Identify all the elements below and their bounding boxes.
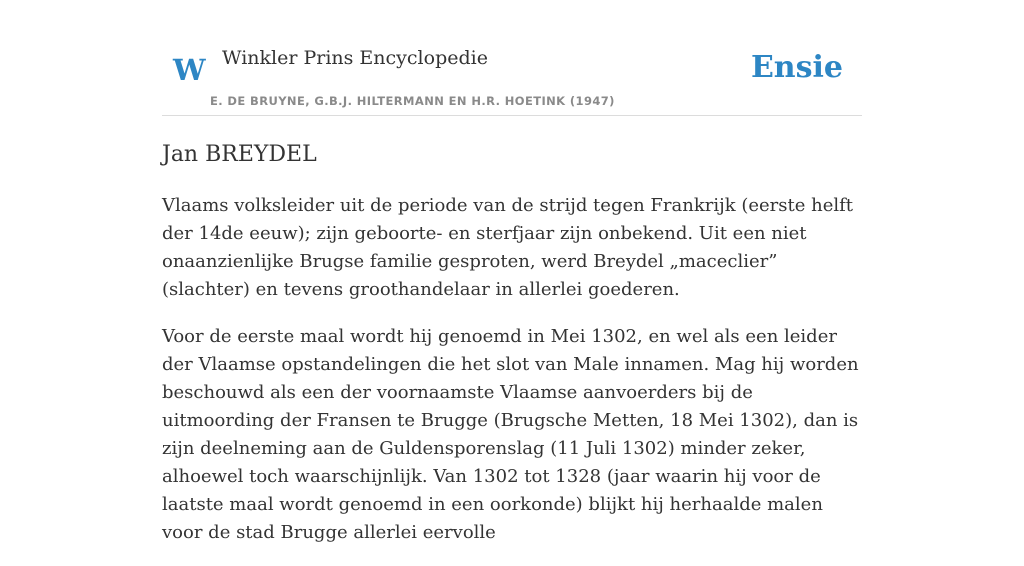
article-title: Jan BREYDEL xyxy=(162,142,317,167)
ensie-logo-link[interactable]: Ensie xyxy=(750,50,843,85)
winkler-prins-logo[interactable]: W xyxy=(173,53,206,87)
article-body xyxy=(162,192,862,566)
authors-line: E. DE BRUYNE, G.B.J. HILTERMANN EN H.R. HOETINK (1947) xyxy=(210,94,615,108)
site-header xyxy=(162,30,862,116)
article-paragraph-1: Vlaams volksleider uit de periode van de strijd tegen Frankrijk (eerste helft der 14de eeuw); zijn geboorte- en sterfjaar zijn onbekend. Uit een niet onaanzienlijke Brugse familie gesproten, werd Breydel „maceclier” (slachter) en tevens groothandelaar in allerlei goederen. xyxy=(162,195,854,300)
article-paragraph-2: Voor de eerste maal wordt hij genoemd in Mei 1302, en wel als een leider der Vlaamse opstandelingen die het slot van Male innamen. Mag hij worden beschouwd als een der voornaamste Vlaamse aanvoerders bij de uitmoording der Fransen te Brugge (Brugsche Metten, 18 Mei 1302), dan is zijn deelneming aan de Guldensporenslag (11 Juli 1302) minder zeker, alhoewel toch waarschijnlijk. Van 1302 tot 1328 (jaar waarin hij voor de laatste maal wordt genoemd in een oorkonde) blijkt hij herhaalde malen voor de stad Brugge allerlei eervolle xyxy=(162,326,859,543)
encyclopedia-title-link[interactable]: Winkler Prins Encyclopedie xyxy=(222,47,488,69)
